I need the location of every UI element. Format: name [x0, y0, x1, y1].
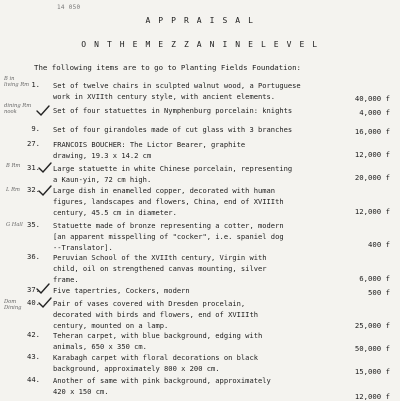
item-description: Teheran carpet, with blue background, edging with animals, 650 x 350 cm. — [53, 331, 263, 351]
checkmark-icon — [38, 297, 52, 309]
item-description: Peruvian School of the XVIIth century, Virgin with child, oil on strengthened canvas mounting, silver frame. — [53, 253, 267, 284]
item-description: Statuette made of bronze representing a cotter, modern [an apparent misspelling of "cocker", i.e. spaniel dog --Translator]. — [53, 221, 284, 252]
item-number: 37. — [27, 285, 40, 294]
item-description: Karabagh carpet with floral decorations on black background, approximately 800 x 200 cm. — [53, 353, 258, 373]
handwritten-note: G Hall — [6, 222, 23, 228]
checkmark-icon — [38, 185, 52, 197]
handwritten-note: Dom Dining — [4, 299, 22, 311]
item-number: 35. — [27, 220, 40, 229]
item-number: 36. — [27, 252, 40, 261]
document-subtitle: O N T H E M E Z Z A N I N E L E V E L — [81, 40, 319, 49]
item-price: 12,000 f — [354, 150, 390, 159]
item-price: 6,000 f — [359, 274, 390, 283]
item-number: 42. — [27, 330, 40, 339]
handwritten-note: B Rm — [6, 163, 21, 169]
checkmark-icon — [38, 162, 52, 174]
item-price: 40,000 f — [354, 94, 390, 103]
item-price: 20,000 f — [354, 173, 390, 182]
item-description: Pair of vases covered with Dresden procelain, decorated with birds and flowers, end of XVIIIth century, mounted on a lamp. — [53, 299, 258, 330]
document-title: A P P R A I S A L — [145, 16, 255, 25]
item-number: 31. — [27, 163, 40, 172]
item-price: 12,000 f — [354, 207, 390, 216]
item-number: 40. — [27, 298, 40, 307]
item-description: Set of four girandoles made of cut glass with 3 branches — [53, 125, 293, 134]
item-price: 15,000 f — [354, 367, 390, 376]
item-price: 16,000 f — [354, 127, 390, 136]
item-number: 44. — [27, 375, 40, 384]
item-price: 50,000 f — [354, 344, 390, 353]
handwritten-note: L Rm — [6, 187, 20, 193]
item-description: Large statuette in white Chinese porcelain, representing a Kaun-yin, 72 cm high. — [53, 164, 293, 184]
item-description: FRANCOIS BOUCHER: The Lictor Bearer, graphite drawing, 19.3 x 14.2 cm — [53, 140, 246, 160]
item-price: 500 f — [368, 288, 390, 297]
handwritten-note: dining Rm nook — [4, 103, 32, 115]
item-number: 27. — [27, 139, 40, 148]
document-reference: 14 050 — [57, 4, 81, 11]
item-price: 12,000 f — [354, 392, 390, 401]
checkmark-icon — [36, 283, 50, 295]
intro-text: The following items are to go to Planting Fields Foundation: — [34, 63, 301, 72]
item-number: 1. — [31, 80, 40, 89]
item-price: 4,000 f — [359, 108, 390, 117]
item-number: 9. — [31, 124, 40, 133]
checkmark-icon — [36, 105, 50, 117]
item-price: 400 f — [368, 240, 390, 249]
item-description: Set of twelve chairs in sculpted walnut wood, a Portuguese work in XVIIth century style, with ancient elements. — [53, 81, 301, 101]
item-description: Set of four statuettes in Nymphenburg porcelain: knights — [53, 106, 293, 115]
item-price: 25,000 f — [354, 321, 390, 330]
item-number: 32. — [27, 185, 40, 194]
item-description: Five tapertries, Cockers, modern — [53, 286, 190, 295]
handwritten-note: B in living Rm — [4, 76, 30, 88]
item-description: Large dish in enamelled copper, decorated with human figures, landscapes and flowers, China, end of XVIIIth century, 45.5 cm in diameter. — [53, 186, 284, 217]
item-description: Another of same with pink background, approximately 420 x 150 cm. — [53, 376, 271, 396]
item-number: 43. — [27, 352, 40, 361]
